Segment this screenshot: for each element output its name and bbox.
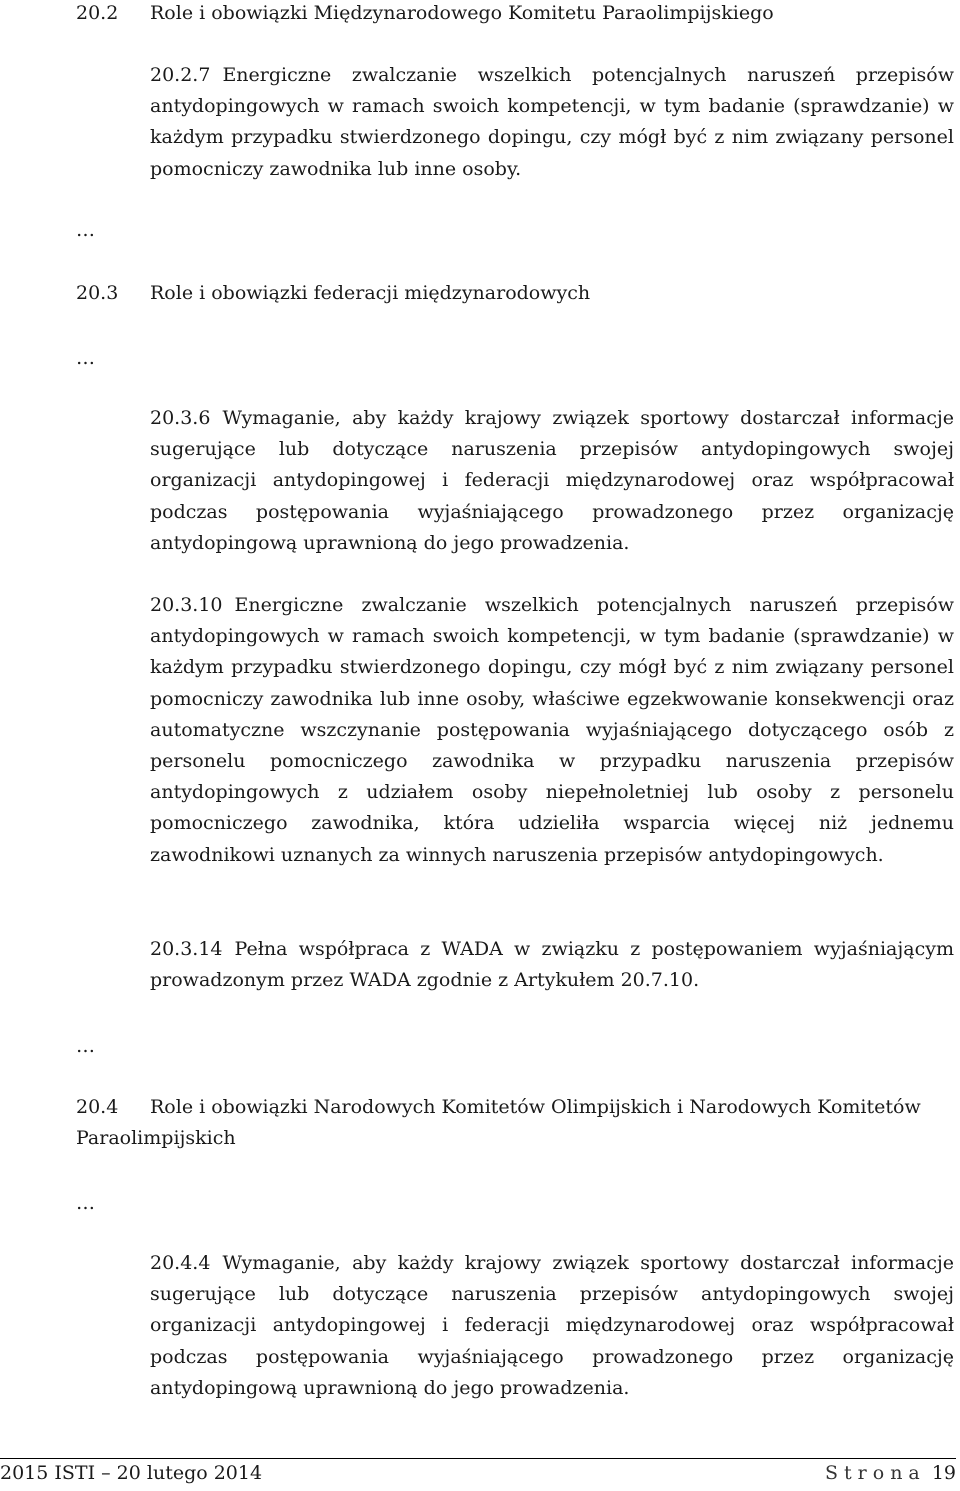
section-number: 20.3 <box>76 282 119 304</box>
footer-page-word: Strona <box>825 1462 926 1484</box>
ellipsis: … <box>76 347 95 369</box>
section-number: 20.4 <box>76 1096 119 1118</box>
paragraph-text: Wymaganie, aby każdy krajowy związek sportowy dostarczał informacje sugerujące lub dotyczące naruszenia przepisów antydopingowych swojej organizacji antydopingowej i federacji międzynarodowej oraz współpracował podczas postępowania wyjaśniającego prowadzonego przez organizację antydopingową uprawnioną do jego prowadzenia. <box>150 1252 954 1399</box>
section-heading-20-4 <box>76 1092 954 1154</box>
section-heading-20-3 <box>76 278 954 309</box>
ellipsis: … <box>76 1035 95 1057</box>
section-title: Role i obowiązki Narodowych Komitetów Olimpijskich i Narodowych Komitetów Paraolimpijskich <box>76 1096 921 1150</box>
section-number: 20.2 <box>76 2 119 24</box>
paragraph-text: Pełna współpraca z WADA w związku z postępowaniem wyjaśniającym prowadzonym przez WADA zgodnie z Artykułem 20.7.10. <box>150 938 954 992</box>
paragraph-text: Energiczne zwalczanie wszelkich potencjalnych naruszeń przepisów antydopingowych w ramach swoich kompetencji, w tym badanie (sprawdzanie) w każdym przypadku stwierdzonego dopingu, czy mógł być z nim związany personel pomocniczy zawodnika lub inne osoby. <box>150 64 954 180</box>
footer-doc-label: 2015 ISTI – 20 lutego 2014 <box>0 1462 263 1484</box>
paragraph-number: 20.3.6 <box>150 407 211 429</box>
section-heading-20-2 <box>76 0 954 29</box>
paragraph-number: 20.4.4 <box>150 1252 211 1274</box>
paragraph-20-2-7 <box>150 60 954 185</box>
paragraph-20-3-6 <box>150 403 954 559</box>
paragraph-number: 20.3.14 <box>150 938 223 960</box>
ellipsis: … <box>76 219 95 241</box>
paragraph-text: Wymaganie, aby każdy krajowy związek sportowy dostarczał informacje sugerujące lub dotyczące naruszenia przepisów antydopingowych swojej organizacji antydopingowej i federacji międzynarodowej oraz współpracował podczas postępowania wyjaśniającego prowadzonego przez organizację antydopingową uprawnioną do jego prowadzenia. <box>150 407 954 554</box>
paragraph-20-3-14 <box>150 934 954 996</box>
ellipsis: … <box>76 1192 95 1214</box>
paragraph-number: 20.2.7 <box>150 64 211 86</box>
paragraph-text: Energiczne zwalczanie wszelkich potencjalnych naruszeń przepisów antydopingowych w ramach swoich kompetencji, w tym badanie (sprawdzanie) w każdym przypadku stwierdzonego dopingu, czy mógł być z nim związany personel pomocniczy zawodnika lub inne osoby, właściwe egzekwowanie konsekwencji oraz automatyczne wszczynanie postępowania wyjaśniającego dotyczącego osób z personelu pomocniczego zawodnika w przypadku naruszenia przepisów antydopingowych z udziałem osoby niepełnoletniej lub osoby z personelu pomocniczego zawodnika, która udzieliła wsparcia więcej niż jednemu zawodnikowi uznanych za winnych naruszenia przepisów antydopingowych. <box>150 594 954 866</box>
paragraph-20-4-4 <box>150 1248 954 1404</box>
section-title: Role i obowiązki federacji międzynarodowych <box>150 282 591 304</box>
footer-page-number: 19 <box>931 1462 956 1484</box>
page-footer <box>0 1458 956 1487</box>
footer-page-indicator <box>825 1459 956 1487</box>
paragraph-20-3-10 <box>150 590 954 871</box>
paragraph-number: 20.3.10 <box>150 594 223 616</box>
section-title: Role i obowiązki Międzynarodowego Komitetu Paraolimpijskiego <box>150 2 774 24</box>
